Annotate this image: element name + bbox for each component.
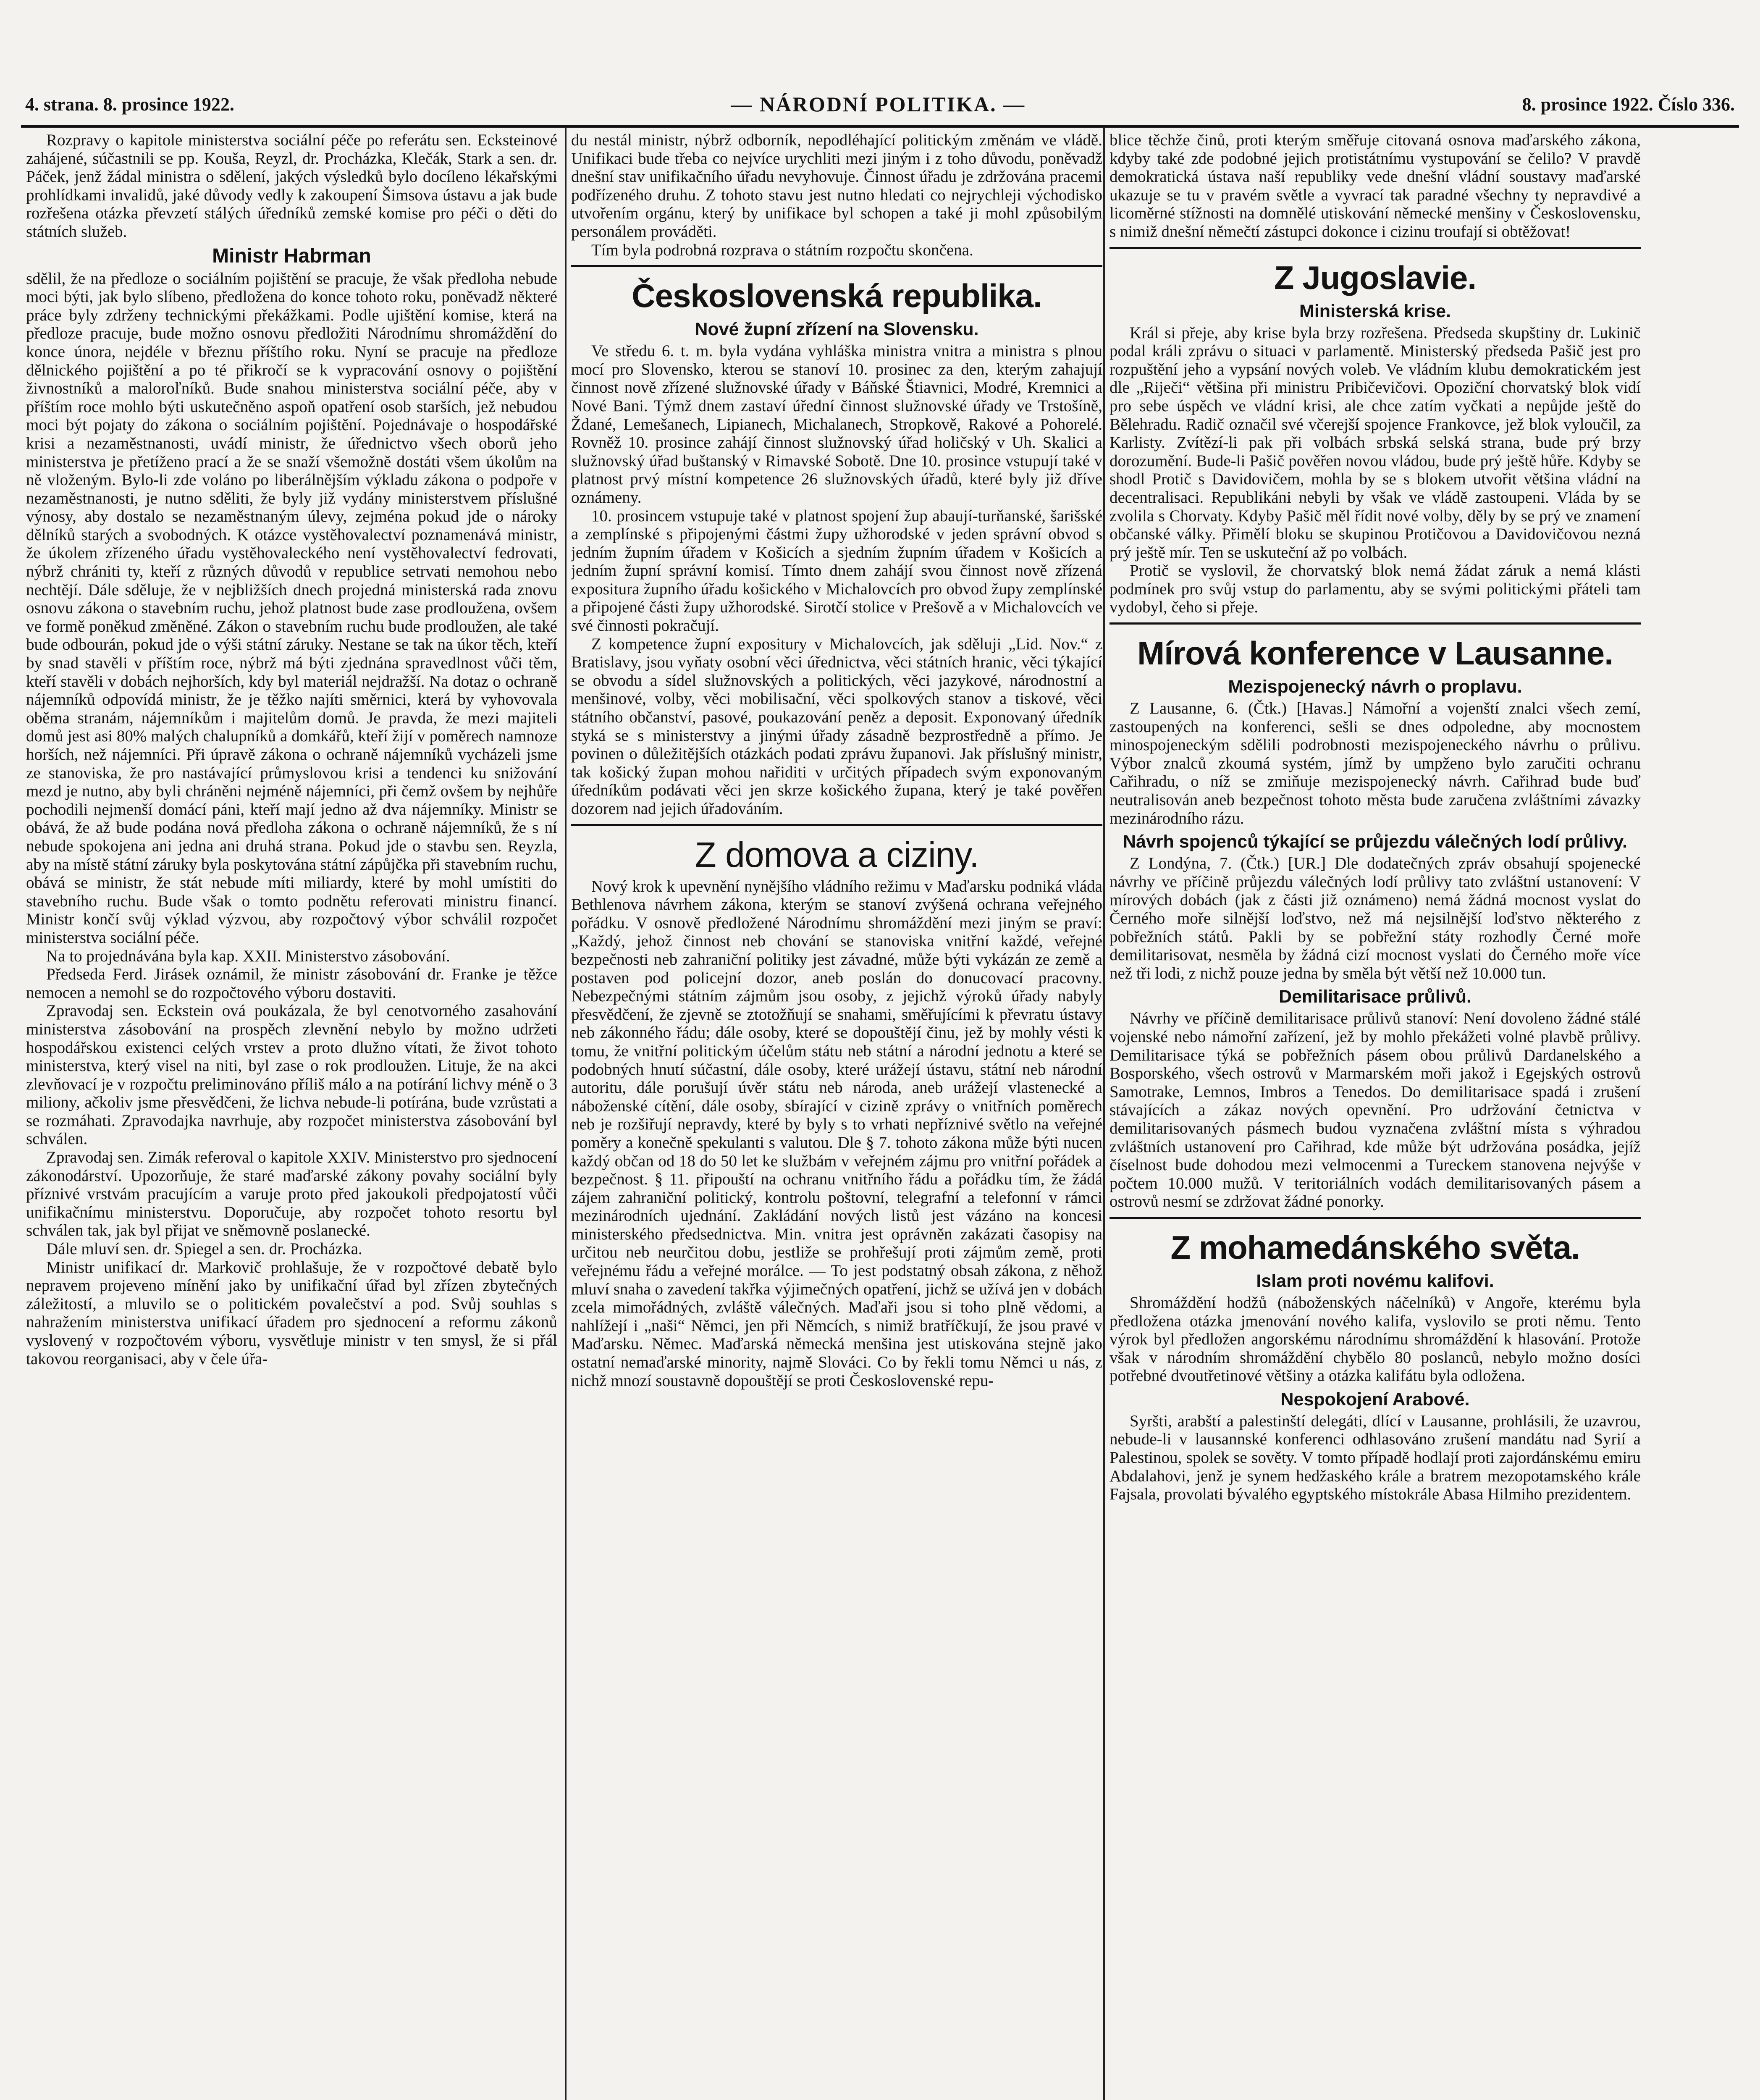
article-paragraph: Nový krok k upevnění nynějšího vládního režimu v Maďarsku podniká vláda Bethlenova návrhem zákona, kterým se stanoví zvýšená ochrana veřejného pořádku. V osnově předložené Národnímu shromáždění mezi jiným se praví: „Každý, jehož činnost neb chování se stanoviska vnitřní každé, veřejné bezpečnosti neb zahraniční politiky jest závadné, může býti vykázán ze země a postaven pod policejní dozor, aneb poslán do donucovací pracovny. Nebezpečnými státním zájmům jsou osoby, z jejichž výroků úřady nabyly přesvědčení, že zjevně se ztotožňují se snahami, směřujícími k převratu ústavy neb zákonného řádu; dále osoby, které se dopouštějí činu, jež by mohly vésti k tomu, že vnitřní politickým účelům státu neb státní a národní jednotu a které se podobných hnutí súčastní, dále osoby, které urážejí ústavu, státní neb národní autoritu, dále porušují úvěr státu neb národa, aneb urážejí vlastenecké a náboženské cítění, dále osoby, sbírající v cizině zprávy o vnitřních poměrech neb je rozšiřují nepravdy, které by byly s to vrhati nepříznivé světlo na veřejné poměry a konečně spekulanti s valutou. Dle § 7. tohoto zákona může býti nucen každý občan od 18 do 50 let ke službám v veřejném zájmu pro vnitřní pořádek a bezpečnost. § 11. připouští na ochranu vnitřního řádu a pořádku tím, že žádá zájem zahraniční politický, kontrolu poštovní, telegrafní a telefonní v rámci mezinárodních ujednání. Zakládání nových listů jest vázáno na koncesi ministerského předsednictva. Min. vnitra jest oprávněn zakázati časopisy na určitou neb neurčitou dobu, jestliže se prohřešují proti zájmům země, proti veřejnému řádu a veřejné morálce. — To jest podstatný obsah zákona, z něhož mluví snaha o zavedení takřka výjimečných opatření, jichž se užívá jen v dobách zcela mimořádných, zvláště válečných. Maďaři jsou si toho plně vědomi, a nahlížejí i „naši“ Němci, jen při Němcích, s nimiž bratříčkují, že jsou pravé v Maďarsku. Němec. Maďarská německá menšina jest utiskována stejně jako ostatní nemaďarské minority, najmě Slováci. Co by řekli tomu Němci u nás, z nichž mnozí soustavně dopouštějí se proti Československé repu- bbox=[571, 877, 1102, 1390]
article-paragraph: Protič se vyslovil, že chorvatský blok nemá žádat záruk a nemá klásti podmínek pro svůj vstup do parlamentu, aby se svými politickými přáteli tam vydobyl, čeho si přeje. bbox=[1110, 562, 1641, 617]
section-title: Z domova a ciziny. bbox=[695, 835, 979, 874]
article-paragraph: Dále mluví sen. dr. Spiegel a sen. dr. Procházka. bbox=[46, 1240, 362, 1258]
article-headline: Demilitarisace průlivů. bbox=[1279, 987, 1471, 1007]
article-paragraph: 10. prosincem vstupuje také v platnost spojení žup abaují-turňanské, šarišské a zemplínské s připojenými částmi župy užhorodské v jeden správní obvod s jedním župním úřadem v Košicích a sjedním župním úřadem v Košicích a jedním župní správní komisí. Tímto dnem zahájí svou činnost nově zřízená expositura župního úřadu košického v Michalovcích pro obvod župy zemplínské a připojené části župy užhorodské. Sirotčí stolice v Prešově a v Michalovcích ve své činnosti pokračují. bbox=[571, 507, 1102, 635]
section-rule bbox=[571, 824, 1102, 826]
article-paragraph: blice těchže činů, proti kterým směřuje citovaná osnova maďarského zákona, kdyby také zde podobné jejich protistátnímu vystupování se čelilo? V pravdě demokratická ústava naší republiky vede dnešní vládní soustavy maďarské ukazuje se tu v pravém světle a vyvrací tak paradné všechny ty nepravdivé a licoměrné stížnosti na domnělé utiskování německé menšiny v Československu, s nimiž dnešní němečtí zástupci dokonce i cizinu troufají si obtěžovat! bbox=[1110, 131, 1641, 241]
article-headline: Islam proti novému kalifovi. bbox=[1256, 1270, 1494, 1291]
article-headline: Nové župní zřízení na Slovensku. bbox=[695, 319, 979, 340]
article-paragraph: Zpravodaj sen. Zimák referoval o kapitole XXIV. Ministerstvo pro sjednocení zákonodárství. Upozorňuje, že staré maďarské zákony povahy sociální byly příznivé vrstvám pracujícím a varuje proto před jakoukoli předpojatostí vůči unifikačnímu ministerstvu. Doporučuje, aby rozpočet tohoto resortu byl schválen tak, jak byl přijat ve sněmovně poslanecké. bbox=[26, 1148, 557, 1240]
article-paragraph: Z kompetence župní expositury v Michalovcích, jak sděluji „Lid. Nov.“ z Bratislavy, jsou vyňaty osobní věci úřednictva, věci státních hranic, věci týkající se obvodu a sídel služnovských a politických, věci jazykové, národnostní a menšinové, volby, věci mobilisační, věci spolkových stanov a tiskové, věci státního občanství, pasové, poukazování peněz a deposit. Exponovaný úředník styká se s ministerstvy a jinými úřady zásadně bezprostředně a přímo. Je povinen o důležitějších otázkách podati zprávu županovi. Jak příslušný ministr, tak košický župan mohou nařiditi v určitých případech svým exponovaným úředníkům podávati věci jen skrze košického župana, který je také pověřen dozorem nad jejich úřadováním. bbox=[571, 635, 1102, 818]
column-3 bbox=[1110, 131, 1641, 2100]
section-rule bbox=[1110, 1217, 1641, 1219]
section-title: Z Jugoslavie. bbox=[1274, 259, 1477, 296]
column-2 bbox=[571, 131, 1102, 2100]
article-headline: Nespokojení Arabové. bbox=[1280, 1389, 1470, 1410]
page-header bbox=[25, 86, 1735, 122]
section-rule bbox=[1110, 622, 1641, 625]
article-paragraph: Tím byla podrobná rozprava o státním rozpočtu skončena. bbox=[591, 241, 973, 259]
section-heading: Ministr Habrman bbox=[212, 244, 371, 267]
column-divider-1 bbox=[565, 127, 567, 2100]
header-issue-number: 8. prosince 1922. Číslo 336. bbox=[1522, 94, 1735, 115]
masthead-title: — NÁRODNÍ POLITIKA. — bbox=[731, 92, 1026, 116]
article-paragraph: sdělil, že na předloze o sociálním pojištění se pracuje, že však předloha nebude moci býti, jak bylo slíbeno, předložena do konce tohoto roku, poněvadž některé práce byly zdrženy technickými překážkami. Podle ujištění komise, která na předloze pracuje, bude možno osnovu předložiti Národnímu shromáždění do konce února, nejdéle v březnu příštího roku. Nyní se pracuje na předloze dělnického pojištění a po té přikročí se k vypracování osnovy o pojištění živnostníků a maloroľníků. Bude snahou ministerstva sociální péče, aby v příštím roce mohlo býti uskutečněno aspoň opatření osob starších, jež nebudou moci být pojaty do zákona o sociálním pojištění. Pojednávaje o hospodářské krisi a nezaměstnanosti, uvádí ministr, že úřednictvo všech oborů jeho ministerstva je přetíženo prací a že se snaží všemožně dostáti všem úkolům na ně vloženým. Bylo-li zde voláno po liberálnějším výkladu zákona o podpoře v nezaměstnanosti, je nutno sděliti, že byly již vydány ministerstvem příslušné výnosy, aby dostalo se nezaměstnaným úlevy, zejména pokud jde o nároky dělníků starých a svobodných. K otázce vystěhovalectví poznamenává ministr, že úkolem zřízeného úřadu vystěhovaleckého není vystěhovalectví fedrovati, nýbrž chrániti ty, kteří z různých důvodů v republice setrvati nemohou nebo nechtějí. Dále sděluje, že v nejbližších dnech projedná ministerská rada znovu osnovu zákona o stavebním ruchu, jehož platnost bude zase prodloužena, ovšem ve formě poněkud změněné. Zákon o stavebním ruchu bude prodloužen, ale také bude odbourán, pokud jde o výši státní záruky. Nestane se tak na úkor těch, kteří by snad stavěli v příštím roce, nýbrž má býti zjednána spravedlnost vůči těm, kteří stavěli v dobách nejhorších, kdy byl materiál nejdražší. Na dotaz o ochraně nájemníků odpovídá ministr, že je těžko najíti směrnici, která by vyhovovala oběma stranám, nájemníkům i majitelům domů. Je pravda, že mezi majiteli domů jest asi 80% malých chalupníků a domkářů, kteří žijí v poměrech namnoze horších, než nájemníci. Při úpravě zákona o ochraně nájemníků vycházeli jsme ze stanoviska, že pro nastávající průmyslovou krisi a tendenci ku snižování mezd je nutno, aby byli chráněni nejméně nájemníci, při čemž ovšem by nejhůře pochodili nejmenší domácí páni, kteří mají jedno až dva nájemníky. Ministr se obává, že až bude podána nová předloha zákona o ochraně nájemníků, že s ní nebude spokojena ani jedna ani druhá strana. Pokud jde o stavbu sen. Reyzla, aby na místě státní záruky byla poskytována státní zápůjčka při stavebním ruchu, obává se ministr, že stát nebude míti miliardy, které by mohl umístiti do stavebního ruchu. Bude však o tomto podnětu referovati ministru financí. Ministr končí svůj výklad výzvou, aby rozpočtový výbor schválil rozpočet ministerstva sociální péče. bbox=[26, 269, 557, 947]
article-paragraph: Z Londýna, 7. (Čtk.) [UR.] Dle dodatečných zpráv obsahují spojenecké návrhy ve příčině průjezdu válečných lodí průlivy tato zvláštní ustanovení: V mírových dobách (jak z části již oznámeno) nemá žádná mocnost vyslat do Černého moře silnější loďstvo, než má nejsilnější loďstvo některého z pobřežních států. Pakli by se pobřežní státy rozhodly Černé moře demilitarisovat, nesměla by žádná cizí mocnost vyslati do Černého moře více než tři lodi, z nichž pouze jedna by směla být větší než 10.000 tun. bbox=[1110, 854, 1641, 982]
article-paragraph: Rozpravy o kapitole ministerstva sociální péče po referátu sen. Ecksteinové zahájené, súčastnili se pp. Kouša, Reyzl, dr. Procházka, Klečák, Stark a sen. dr. Páček, jenž žádal ministra o sdělení, jakých výsledků bylo docíleno lékařskými prohlídkami invalidů, jaké důvody vedly k zakoupení Šimsova ústavu a jak bude rozřešena otázka převzetí stálých úředníků zemské komise pro péči o děti do státních služeb. bbox=[26, 131, 557, 241]
article-paragraph: Syršti, arabští a palestinští delegáti, dlící v Lausanne, prohlásili, že uzavrou, nebude-li v lausannské konferenci odhlasováno zrušení mandátu nad Syrií a Palestinou, spolek se sověty. V tomto případě hodlají proti zajordánskému emiru Abdalahovi, jenž je synem hedžaského krále a bratrem mezopotamského krále Fajsala, provolati bývalého egyptského místokrále Abasa Hilmiho prezidentem. bbox=[1110, 1412, 1641, 1504]
column-divider-2 bbox=[1103, 127, 1105, 2100]
article-paragraph: Z Lausanne, 6. (Čtk.) [Havas.] Námořní a vojenští znalci všech zemí, zastoupených na konferenci, sešli se dnes odpoledne, aby mocnostem minospojeneckým sdělili podrobnosti mezispojeneckého návrhu o průlivu. Výbor znalců zkoumá systém, jímž by umpženo bylo zaručiti ochranu Cařihradu, o níž se zmiňuje mezispojenecký návrh. Cařihrad bude buď neutralisován aneb bezpečnost tohoto města bude zaručena zvláštními závazky mezinárodního rázu. bbox=[1110, 699, 1641, 827]
article-headline: Ministerská krise. bbox=[1299, 301, 1451, 321]
article-headline: Návrh spojenců týkající se průjezdu válečných lodí průlivy. bbox=[1123, 832, 1628, 852]
column-1 bbox=[26, 131, 557, 2100]
article-paragraph: Ministr unifikací dr. Markovič prohlašuje, že v rozpočtové debatě bylo nepravem projeveno mínění jako by unifikační úřad byl zřízen zbytečných záležitostí, a mluvilo se o politickém povalečství a pod. Svůj souhlas s nahražením ministerstva unifikací úřadem pro sjednocení a reformu zákonů vyslovený v rozpočtovém výboru, vysvětluje ministr v ten smysl, že si přál takovou reorganisaci, aby v čele úřa- bbox=[26, 1258, 557, 1368]
article-paragraph: Shromáždění hodžů (náboženských náčelníků) v Angoře, kterému byla předložena otázka jmenování nového kalifa, vyslovilo se proti němu. Tento výrok byl předložen angorskému národnímu shromáždění k hlasování. Protože však v národním shromáždění chybělo 80 poslanců, nebylo možno dosíci potřebné dvoutřetinové většiny a otázka kalifátu byla odložena. bbox=[1110, 1293, 1641, 1385]
article-paragraph: Ve středu 6. t. m. byla vydána vyhláška ministra vnitra a ministra s plnou mocí pro Slovensko, kterou se stanoví 10. prosinec za den, kterým zahajují činnost nově zřízené služnovské úřady v Báňské Štiavnici, Modré, Kremnici a Nové Bani. Týmž dnem zastaví úřední činnost služnovské úřady ve Trstošíně, Ždané, Lemešanech, Lipianech, Michalanech, Stropkově, Rakové a Pohorelé. Rovněž 10. prosince zahájí činnost služnovský úřad holičský v Uh. Skalici a služnovský úřad buštanský v Rimavské Sobotě. Dne 10. prosince vstupují také v platnost prvý místní kompetence 26 služnovských úřadů, které byly již dříve oznámeny. bbox=[571, 342, 1102, 507]
article-paragraph: Předseda Ferd. Jirásek oznámil, že ministr zásobování dr. Franke je těžce nemocen a nemohl se do rozpočtového výboru dostaviti. bbox=[26, 965, 557, 1002]
section-rule bbox=[571, 265, 1102, 267]
section-rule bbox=[1110, 247, 1641, 249]
section-title: Československá republika. bbox=[632, 277, 1042, 315]
article-paragraph: Na to projednávána byla kap. XXII. Ministerstvo zásobování. bbox=[46, 947, 450, 965]
article-paragraph: Zpravodaj sen. Eckstein ová poukázala, že byl cenotvorného zasahování ministerstva zásobování na prospěch zlevnění nebylo by možno udržeti hospodářskou existenci celých vrstev a proto dlužno vítati, že život tohoto ministerstva, který visel na niti, byl zase o rok prodloužen. Lituje, že na akci zlevňovací je v rozpočtu preliminováno příliš málo a na potírání lichvy méně o 3 miliony, ačkoliv jsme přesvědčeni, že lichva nebude-li potírána, bude vzrůstati a se rozmáhati. Zpravodajka navrhuje, aby rozpočet ministerstva zásobování byl schválen. bbox=[26, 1002, 557, 1148]
article-headline: Mezispojenecký návrh o proplavu. bbox=[1228, 677, 1522, 697]
section-title: Mírová konference v Lausanne. bbox=[1137, 635, 1613, 672]
header-rule bbox=[21, 125, 1739, 128]
header-page-date: 4. strana. 8. prosince 1922. bbox=[25, 94, 234, 115]
article-paragraph: du nestál ministr, nýbrž odborník, nepodléhající politickým změnám ve vládě. Unifikaci bude třeba co nejvíce urychliti mezi jiným i z toho důvodu, poněvadž dnešní stav unifikačního úřadu nevyhovuje. Činnost úřadu je zdržována pracemi podřízeného druhu. Z tohoto stavu jest nutno hledati co nejrychleji východisko utvořením orgánu, který by unifikace byl schopen a také ji mohl způsobilým personálem prováděti. bbox=[571, 131, 1102, 241]
article-paragraph: Král si přeje, aby krise byla brzy rozřešena. Předseda skupštiny dr. Lukinič podal králi zprávu o situaci v parlamentě. Ministerský předseda Pašič jest pro rozpuštění jeho a vypsání nových voleb. Ve vládním klubu demokratickém jest dle „Riječi“ většina při ministru Pribičevičovi. Opoziční chorvatský blok vidí pro sebe úspěch ve vládní krisi, ale chce zatím vyčkati a nepůjde ještě do Bělehradu. Radič označil své včerejší spojence Frankovce, jež blok vyloučil, za Karlisty. Zvítězí-li pak při volbách srbská selská strana, bude prý brzy dorozumění. Bude-li Pašič pověřen novou vládou, bude prý ještě hůře. Kdyby se shodl Protič s Davidovičem, mohla by se s blokem utvořit většina vládní na decentralisaci. Republikáni nebyli by však ve vládě zastoupeni. Vláda by se zvolila s Chorvaty. Kdyby Pašič měl řídit nové volby, děly by se prý ve znamení občanské války. Přimělí bloku se skupinou Protičovou a Davidovičovou nezná prý ještě mír. Ten se uskuteční až po volbách. bbox=[1110, 323, 1641, 562]
section-title: Z mohamedánského světa. bbox=[1170, 1228, 1580, 1266]
article-paragraph: Návrhy ve příčině demilitarisace průlivů stanoví: Není dovoleno žádné stálé vojenské nebo námořní zařízení, jež by mohlo překážeti volné plavbě průlivy. Demilitarisace týká se pobřežních pásem obou průlivů Dardanelského a Bosporského, všech ostrovů v Marmarském moři jakož i Egejských ostrovů Samotrake, Lemnos, Imbros a Tenedos. Do demilitarisace spadá i zrušení stávajících a zákaz nových opevnění. Pro udržování četnictva v demilitarisovaných pásmech budou vyznačena zvláštní místa s výhradou zvláštních ustanovení pro Cařihrad, kde může být udržována posádka, jejíž číselnost bude dohodou mezi velmocenmi a Tureckem stanovena nejvýše v počtem 10.000 mužů. V teritoriálních vodách demilitarisovaných pásem a ostrovů nesmí se zdržovat žádné ponorky. bbox=[1110, 1009, 1641, 1211]
